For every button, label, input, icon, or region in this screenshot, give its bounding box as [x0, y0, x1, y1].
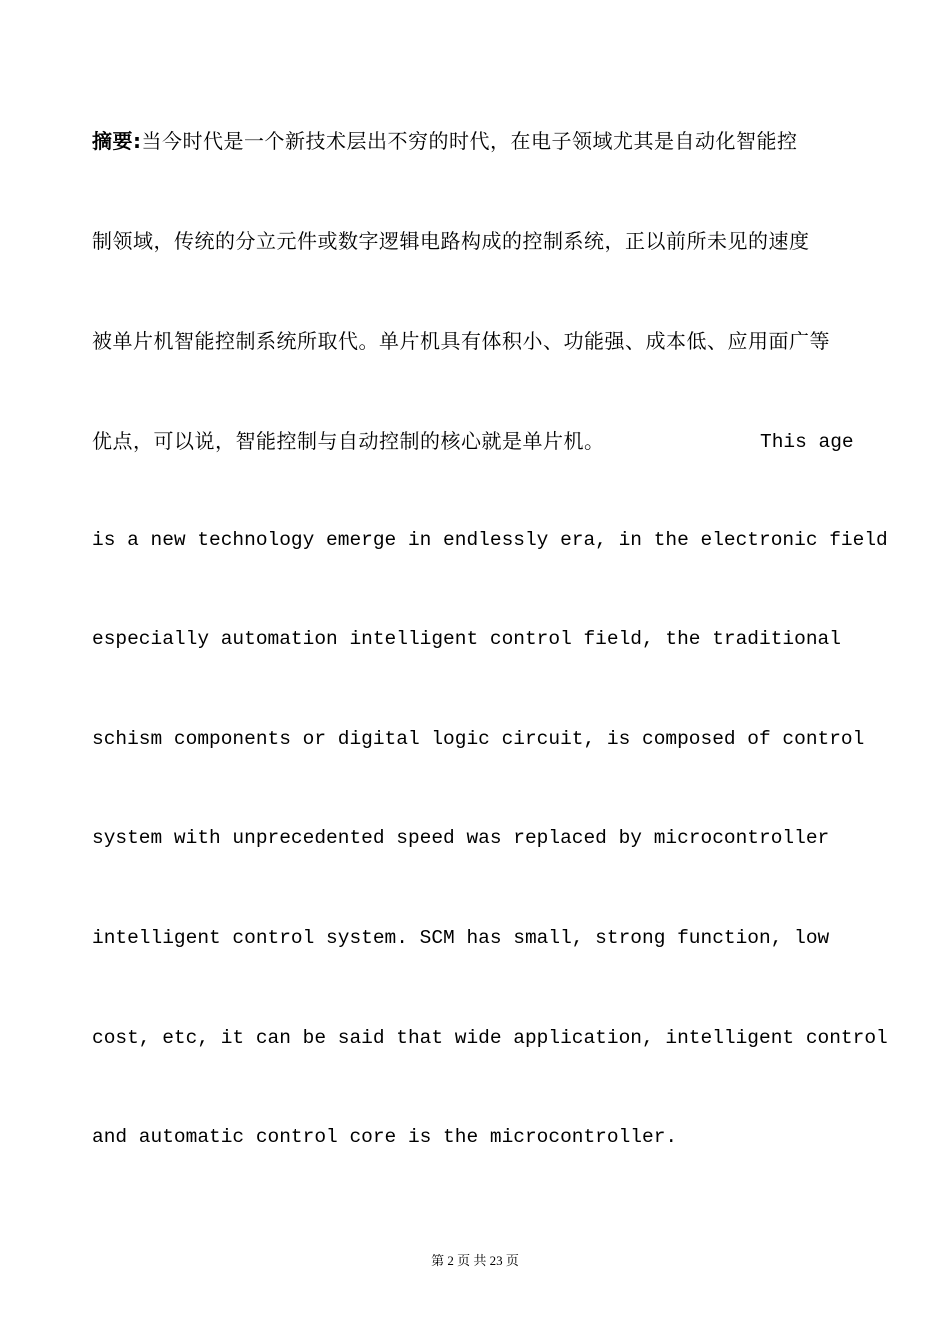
abstract-en-line-4: system with unprecedented speed was replaced by microcontroller	[92, 827, 830, 849]
abstract-en-line-1: is a new technology emerge in endlessly era, in the electronic field	[92, 529, 888, 551]
abstract-label: 摘要:	[92, 129, 142, 153]
abstract-en-line-3: schism components or digital logic circuit, is composed of control	[92, 728, 865, 750]
abstract-line-1	[92, 131, 798, 151]
abstract-en-start: This age	[760, 431, 854, 453]
abstract-line-4: 优点，可以说，智能控制与自动控制的核心就是单片机。	[92, 429, 605, 453]
abstract-line-3: 被单片机智能控制系统所取代。单片机具有体积小、功能强、成本低、应用面广等	[92, 329, 830, 353]
page-footer: 第 2 页 共 23 页	[431, 1253, 519, 1268]
abstract-cn-text: 当今时代是一个新技术层出不穷的时代，在电子领域尤其是自动化智能控	[141, 129, 798, 153]
abstract-en-line-6: cost, etc, it can be said that wide application, intelligent control	[92, 1027, 888, 1049]
abstract-en-line-5: intelligent control system. SCM has small, strong function, low	[92, 927, 830, 949]
abstract-en-line-7: and automatic control core is the microcontroller.	[92, 1126, 678, 1148]
abstract-en-line-2: especially automation intelligent control field, the traditional	[92, 628, 841, 650]
abstract-line-2: 制领域，传统的分立元件或数字逻辑电路构成的控制系统，正以前所未见的速度	[92, 229, 810, 253]
